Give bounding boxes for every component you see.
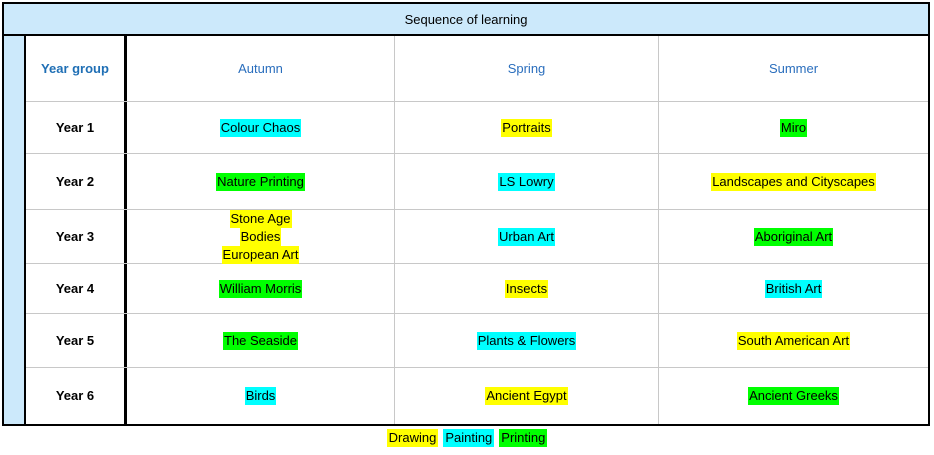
year-cell: Year 3	[26, 210, 127, 263]
table-title: Sequence of learning	[404, 11, 528, 27]
topic-painting: British Art	[765, 280, 822, 296]
topic-painting: Urban Art	[499, 228, 554, 244]
autumn-cell	[127, 154, 395, 209]
autumn-cell	[127, 314, 395, 367]
spring-cell	[395, 210, 659, 263]
topic-painting: Plants & Flowers	[477, 332, 576, 348]
autumn-cell	[127, 102, 395, 153]
legend-painting: Painting	[445, 430, 493, 445]
header-year-group: Year group	[26, 36, 127, 101]
topic-drawing: Landscapes and Cityscapes	[712, 173, 875, 189]
spring-cell	[395, 154, 659, 209]
topic-drawing: Portraits	[502, 119, 551, 135]
spring-cell	[395, 314, 659, 367]
header-spring: Spring	[395, 36, 659, 101]
table-row	[26, 314, 928, 368]
header-summer: Summer	[768, 60, 819, 76]
topic-drawing: Stone Age	[230, 210, 291, 226]
topic-printing: The Seaside	[224, 332, 297, 348]
year-cell: Year 1	[26, 102, 127, 153]
table-row	[26, 368, 928, 424]
spring-cell	[395, 264, 659, 313]
summer-cell	[659, 154, 928, 209]
topic-drawing: Insects	[505, 280, 548, 296]
topic-drawing: South American Art	[737, 332, 850, 348]
spring-cell	[395, 102, 659, 153]
spring-cell	[395, 368, 659, 424]
table-row	[26, 154, 928, 210]
year-cell: Year 4	[26, 264, 127, 313]
topic-printing: Aboriginal Art	[754, 228, 833, 244]
summer-cell	[659, 368, 928, 424]
table-row	[26, 210, 928, 264]
table-row	[26, 264, 928, 314]
topic-painting: LS Lowry	[499, 173, 554, 189]
year-cell: Year 2	[26, 154, 127, 209]
topic-printing: William Morris	[219, 280, 302, 296]
header-row	[26, 36, 928, 102]
topic-drawing: Bodies	[240, 228, 281, 244]
autumn-cell	[127, 368, 395, 424]
topic-printing: Ancient Greeks	[749, 388, 838, 403]
topic-drawing: Ancient Egypt	[486, 388, 567, 403]
autumn-cell	[127, 264, 395, 313]
year-cell: Year 6	[26, 368, 127, 424]
topic-printing: Miro	[780, 119, 807, 135]
sequence-table	[2, 2, 930, 426]
topic-painting: Birds	[245, 388, 276, 403]
topic-printing: Nature Printing	[217, 173, 304, 189]
colour-legend	[0, 428, 934, 448]
table-row	[26, 102, 928, 154]
header-autumn: Autumn	[127, 36, 395, 101]
autumn-cell	[127, 210, 395, 263]
summer-cell	[659, 314, 928, 367]
topic-drawing: European Art	[222, 246, 299, 262]
topic-painting: Colour Chaos	[220, 119, 301, 135]
summer-cell	[659, 264, 928, 313]
summer-cell	[659, 102, 928, 153]
legend-printing: Printing	[501, 430, 546, 445]
left-strip	[4, 36, 26, 424]
table-title-bar	[4, 4, 928, 36]
summer-cell	[659, 210, 928, 263]
year-cell: Year 5	[26, 314, 127, 367]
legend-drawing: Drawing	[388, 430, 437, 445]
